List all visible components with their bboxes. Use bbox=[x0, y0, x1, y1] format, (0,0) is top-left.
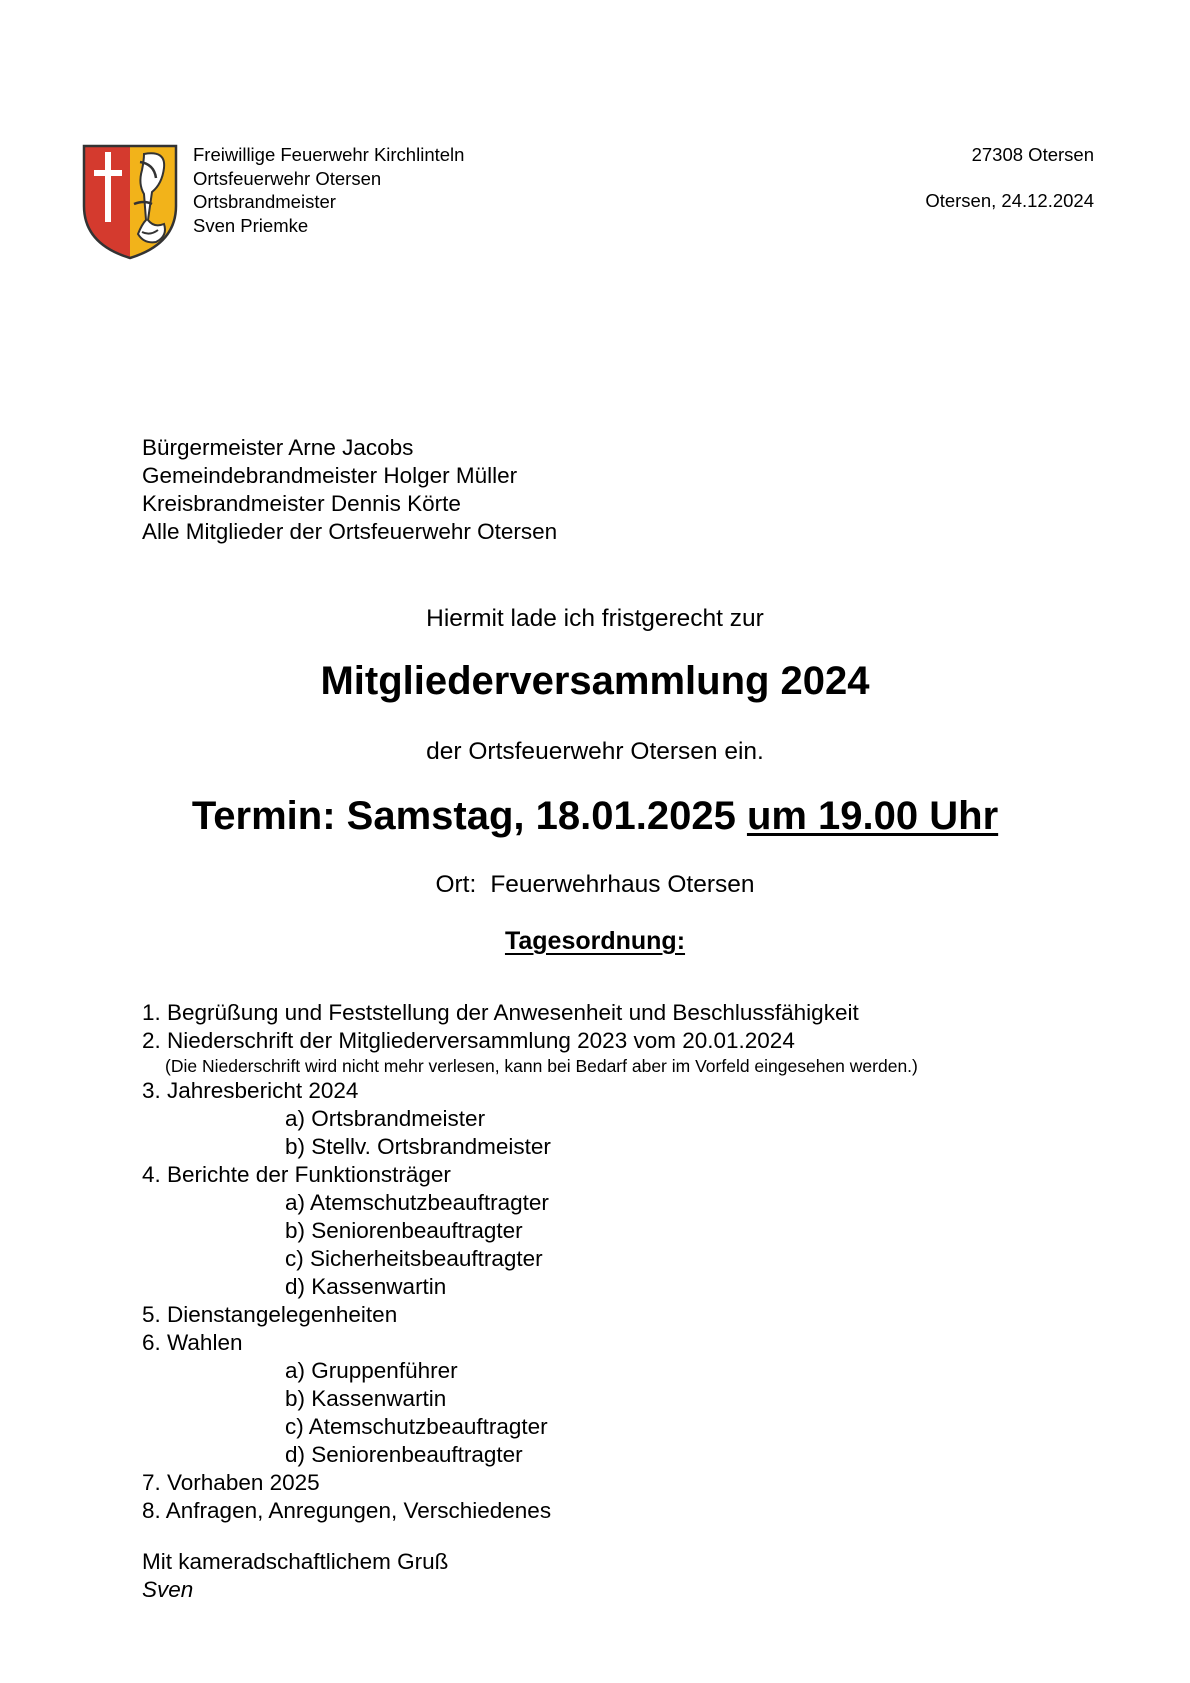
agenda-subitem: a) Atemschutzbeauftragter bbox=[285, 1190, 549, 1215]
recipients-block bbox=[142, 434, 557, 546]
recipient-line: Gemeindebrandmeister Holger Müller bbox=[142, 463, 518, 488]
signature: Sven bbox=[142, 1577, 194, 1602]
agenda-item: 5. Dienstangelegenheiten bbox=[142, 1302, 398, 1327]
recipient-line: Alle Mitglieder der Ortsfeuerwehr Otersen bbox=[142, 519, 558, 544]
postal-place: 27308 Otersen bbox=[971, 144, 1094, 165]
document-title: Mitgliederversammlung 2024 bbox=[320, 659, 870, 703]
agenda-item: 7. Vorhaben 2025 bbox=[142, 1470, 320, 1495]
agenda-item: 4. Berichte der Funktionsträger bbox=[142, 1162, 451, 1187]
invitation-intro: Hiermit lade ich fristgerecht zur bbox=[426, 605, 764, 632]
location-value: Feuerwehrhaus Otersen bbox=[490, 871, 755, 898]
agenda-subitem: d) Kassenwartin bbox=[285, 1274, 447, 1299]
invitation-subintro: der Ortsfeuerwehr Otersen ein. bbox=[426, 738, 764, 765]
agenda-item: 3. Jahresbericht 2024 bbox=[142, 1078, 359, 1103]
agenda-subitem: b) Kassenwartin bbox=[285, 1386, 447, 1411]
agenda-subitem: c) Atemschutzbeauftragter bbox=[285, 1414, 548, 1439]
meeting-date-line bbox=[0, 792, 1190, 840]
agenda-subitem: a) Gruppenführer bbox=[285, 1358, 458, 1383]
letter-date: Otersen, 24.12.2024 bbox=[925, 190, 1094, 211]
closing-block bbox=[142, 1548, 448, 1604]
agenda-subitem: c) Sicherheitsbeauftragter bbox=[285, 1246, 543, 1271]
agenda-heading bbox=[0, 925, 1190, 957]
agenda-heading-text: Tagesordnung: bbox=[504, 927, 686, 955]
recipient-line: Kreisbrandmeister Dennis Körte bbox=[142, 491, 461, 516]
agenda-item: 1. Begrüßung und Feststellung der Anwesenheit und Beschlussfähigkeit bbox=[142, 1000, 859, 1025]
agenda-note: (Die Niederschrift wird nicht mehr verlesen, kann bei Bedarf aber im Vorfeld eingesehen werden.) bbox=[165, 1056, 918, 1076]
agenda-subitem: a) Ortsbrandmeister bbox=[285, 1106, 486, 1131]
agenda-list bbox=[142, 999, 918, 1525]
agenda-subitem: b) Stellv. Ortsbrandmeister bbox=[285, 1134, 551, 1159]
coat-of-arms-logo bbox=[82, 144, 178, 260]
sender-line: Freiwillige Feuerwehr Kirchlinteln bbox=[193, 144, 465, 165]
location-label: Ort: bbox=[435, 871, 477, 898]
sender-line: Ortsbrandmeister bbox=[193, 191, 336, 212]
agenda-subitem: b) Seniorenbeauftragter bbox=[285, 1218, 523, 1243]
meeting-time: um 19.00 Uhr bbox=[746, 794, 999, 838]
meeting-location-line bbox=[0, 870, 1190, 900]
sender-line: Sven Priemke bbox=[193, 214, 309, 236]
agenda-item: 6. Wahlen bbox=[142, 1330, 243, 1355]
sender-block bbox=[193, 143, 464, 237]
meeting-date: Termin: Samstag, 18.01.2025 bbox=[191, 794, 736, 838]
sender-line: Ortsfeuerwehr Otersen bbox=[193, 167, 382, 189]
recipient-line: Bürgermeister Arne Jacobs bbox=[142, 435, 414, 460]
closing-greeting: Mit kameradschaftlichem Gruß bbox=[142, 1549, 449, 1574]
agenda-subitem: d) Seniorenbeauftragter bbox=[285, 1442, 523, 1467]
crest-cross bbox=[105, 152, 111, 222]
agenda-item: 2. Niederschrift der Mitgliederversammlung 2023 vom 20.01.2024 bbox=[142, 1028, 795, 1053]
agenda-item: 8. Anfragen, Anregungen, Verschiedenes bbox=[142, 1498, 552, 1523]
